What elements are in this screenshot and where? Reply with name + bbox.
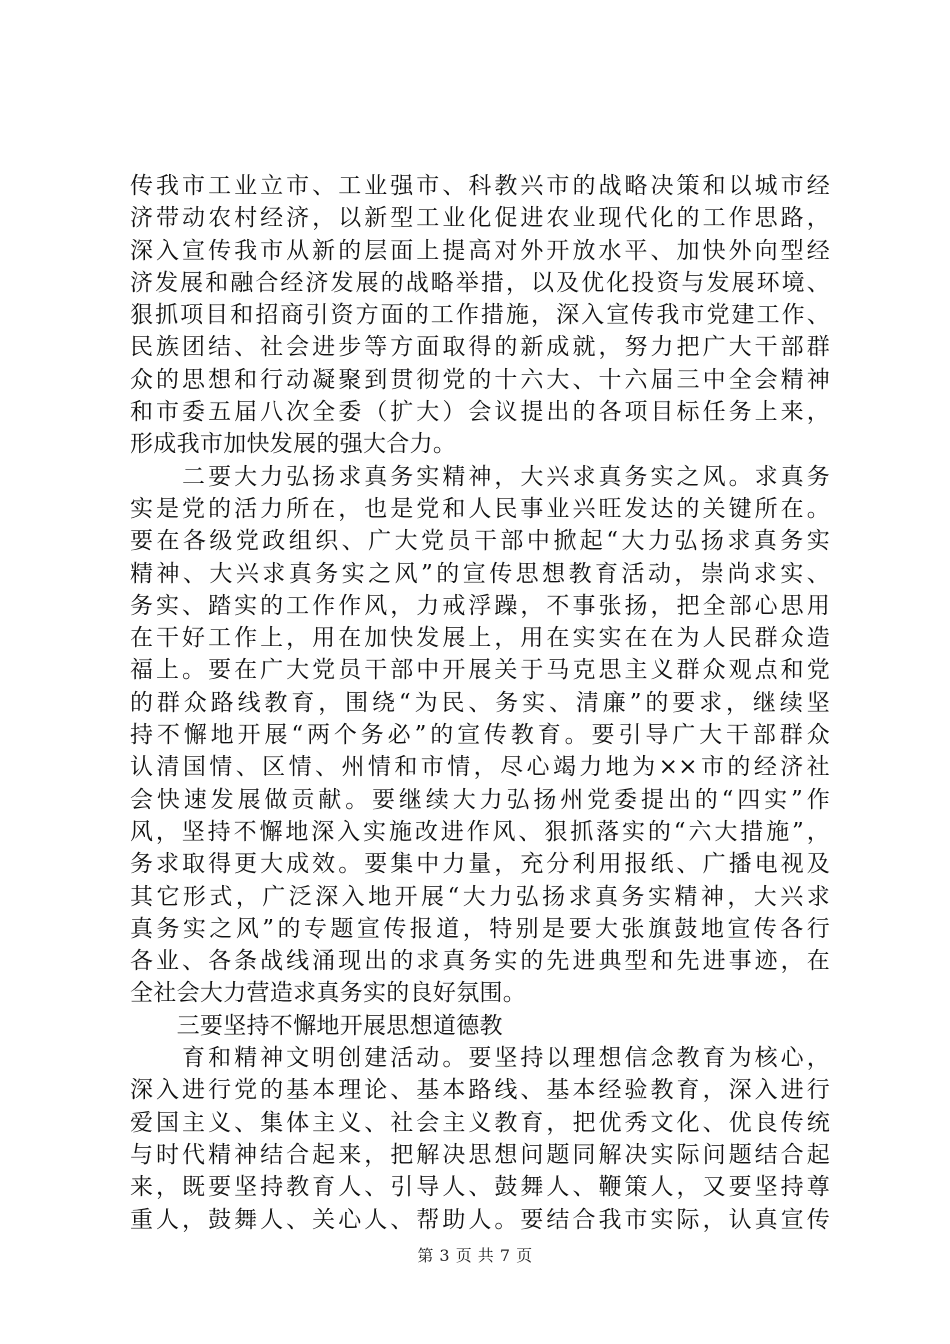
text-line: 的群众路线教育，围绕“为民、务实、清廉”的要求，继续坚 xyxy=(130,689,830,716)
text-line: 要在各级党政组织、广大党员干部中掀起“大力弘扬求真务实 xyxy=(130,528,830,555)
text-line: 众的思想和行动凝聚到贯彻党的十六大、十六届三中全会精神 xyxy=(130,366,830,393)
text-line: 狠抓项目和招商引资方面的工作措施，深入宣传我市党建工作、 xyxy=(130,302,830,329)
text-line: 务求取得更大成效。要集中力量，充分利用报纸、广播电视及 xyxy=(130,851,830,878)
text-line: 深入宣传我市从新的层面上提高对外开放水平、加快外向型经 xyxy=(130,237,830,264)
text-line: 三要坚持不懈地开展思想道德教 xyxy=(130,1012,503,1039)
text-line: 其它形式，广泛深入地开展“大力弘扬求真务实精神，大兴求 xyxy=(130,883,830,910)
text-line: 济发展和融合经济发展的战略举措，以及优化投资与发展环境、 xyxy=(130,269,830,296)
text-line: 来，既要坚持教育人、引导人、鼓舞人、鞭策人，又要坚持尊 xyxy=(130,1174,830,1201)
text-line: 二要大力弘扬求真务实精神，大兴求真务实之风。求真务 xyxy=(130,463,830,490)
text-line: 与时代精神结合起来，把解决思想问题同解决实际问题结合起 xyxy=(130,1141,830,1168)
text-line: 和市委五届八次全委（扩大）会议提出的各项目标任务上来， xyxy=(130,399,830,426)
text-line: 福上。要在广大党员干部中开展关于马克思主义群众观点和党 xyxy=(130,657,830,684)
text-line: 精神、大兴求真务实之风”的宣传思想教育活动，崇尚求实、 xyxy=(130,560,830,587)
text-line: 在干好工作上，用在加快发展上，用在实实在在为人民群众造 xyxy=(130,625,830,652)
text-line: 真务实之风”的专题宣传报道，特别是要大张旗鼓地宣传各行 xyxy=(130,915,830,942)
text-line: 全社会大力营造求真务实的良好氛围。 xyxy=(130,980,527,1007)
text-line: 各业、各条战线涌现出的求真务实的先进典型和先进事迹，在 xyxy=(130,948,830,975)
text-line: 爱国主义、集体主义、社会主义教育，把优秀文化、优良传统 xyxy=(130,1109,830,1136)
text-line: 认清国情、区情、州情和市情，尽心竭力地为××市的经济社 xyxy=(130,754,830,781)
text-line: 济带动农村经济，以新型工业化促进农业现代化的工作思路， xyxy=(130,205,830,232)
text-line: 深入进行党的基本理论、基本路线、基本经验教育，深入进行 xyxy=(130,1077,830,1104)
text-line: 传我市工业立市、工业强市、科教兴市的战略决策和以城市经 xyxy=(130,173,830,199)
text-line: 重人，鼓舞人、关心人、帮助人。要结合我市实际，认真宣传 xyxy=(130,1206,830,1233)
page-footer: 第 3 页 共 7 页 xyxy=(417,1246,533,1265)
text-line: 持不懈地开展“两个务必”的宣传教育。要引导广大干部群众 xyxy=(130,722,830,749)
text-line: 形成我市加快发展的强大合力。 xyxy=(130,431,457,458)
text-line: 风，坚持不懈地深入实施改进作风、狠抓落实的“六大措施”， xyxy=(130,818,830,845)
text-line: 务实、踏实的工作作风，力戒浮躁，不事张扬，把全部心思用 xyxy=(130,592,830,619)
text-line: 会快速发展做贡献。要继续大力弘扬州党委提出的“四实”作 xyxy=(130,786,830,813)
text-line: 民族团结、社会进步等方面取得的新成就，努力把广大干部群 xyxy=(130,334,830,361)
text-line: 实是党的活力所在，也是党和人民事业兴旺发达的关键所在。 xyxy=(130,495,830,522)
text-line: 育和精神文明创建活动。要坚持以理想信念教育为核心， xyxy=(130,1045,830,1072)
document-body xyxy=(130,170,830,1236)
